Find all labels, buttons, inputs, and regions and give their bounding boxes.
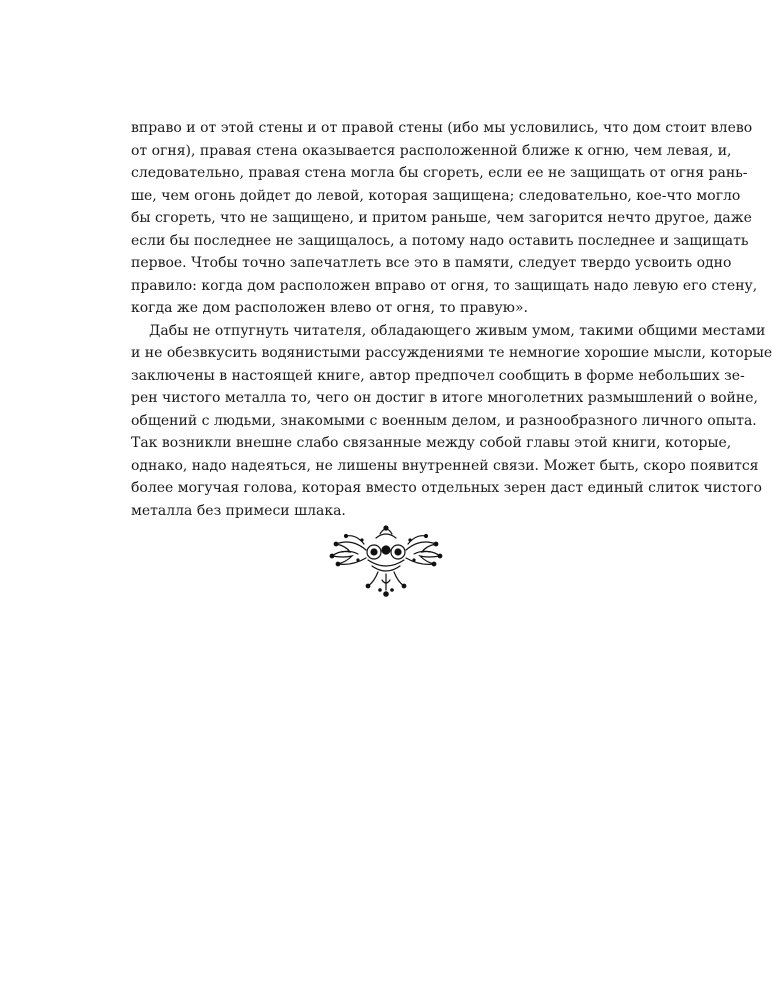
- text-line: вправо и от этой стены и от правой стены (ибо мы условились, что дом стоит влево: [131, 120, 753, 136]
- text-line: следовательно, правая стена могла бы сгореть, если ее не защищать от огня рань-: [131, 165, 748, 181]
- decorative-ornament-icon: [328, 520, 444, 600]
- text-line: когда же дом расположен влево от огня, то правую».: [131, 300, 528, 316]
- text-line: Так возникли внешне слабо связанные между собой главы этой книги, которые,: [131, 435, 732, 451]
- text-line: и не обезвкусить водянистыми рассуждениями те немногие хорошие мысли, которые: [131, 345, 772, 361]
- text-line: от огня), правая стена оказывается расположенной ближе к огню, чем левая, и,: [131, 142, 732, 159]
- paragraph-start-line: Дабы не отпугнуть читателя, обладающего живым умом, такими общими местами: [149, 322, 766, 339]
- text-line: ше, чем огонь дойдет до левой, которая защищена; следовательно, кое-что могло: [131, 187, 741, 204]
- text-line: первое. Чтобы точно запечатлеть все это в памяти, следует твердо усвоить одно: [131, 255, 732, 271]
- text-line: если бы последнее не защищалось, а потому надо оставить последнее и защищать: [131, 232, 749, 249]
- text-line: металла без примеси шлака.: [131, 502, 346, 519]
- text-line: правило: когда дом расположен вправо от огня, то защищать надо левую его стену,: [131, 277, 758, 294]
- text-line: однако, надо надеяться, не лишены внутренней связи. Может быть, скоро появится: [131, 457, 759, 474]
- text-line: общений с людьми, знакомыми с военным делом, и разнообразного личного опыта.: [131, 412, 757, 429]
- text-line: заключены в настоящей книге, автор предпочел сообщить в форме небольших зе-: [131, 367, 745, 384]
- text-line: бы сгореть, что не защищено, и притом раньше, чем загорится нечто другое, даже: [131, 210, 752, 226]
- body-text: [131, 117, 772, 522]
- text-line: более могучая голова, которая вместо отдельных зерен даст единый слиток чистого: [131, 480, 762, 496]
- text-line: рен чистого металла то, чего он достиг в итоге многолетних размышлений о войне,: [131, 390, 758, 406]
